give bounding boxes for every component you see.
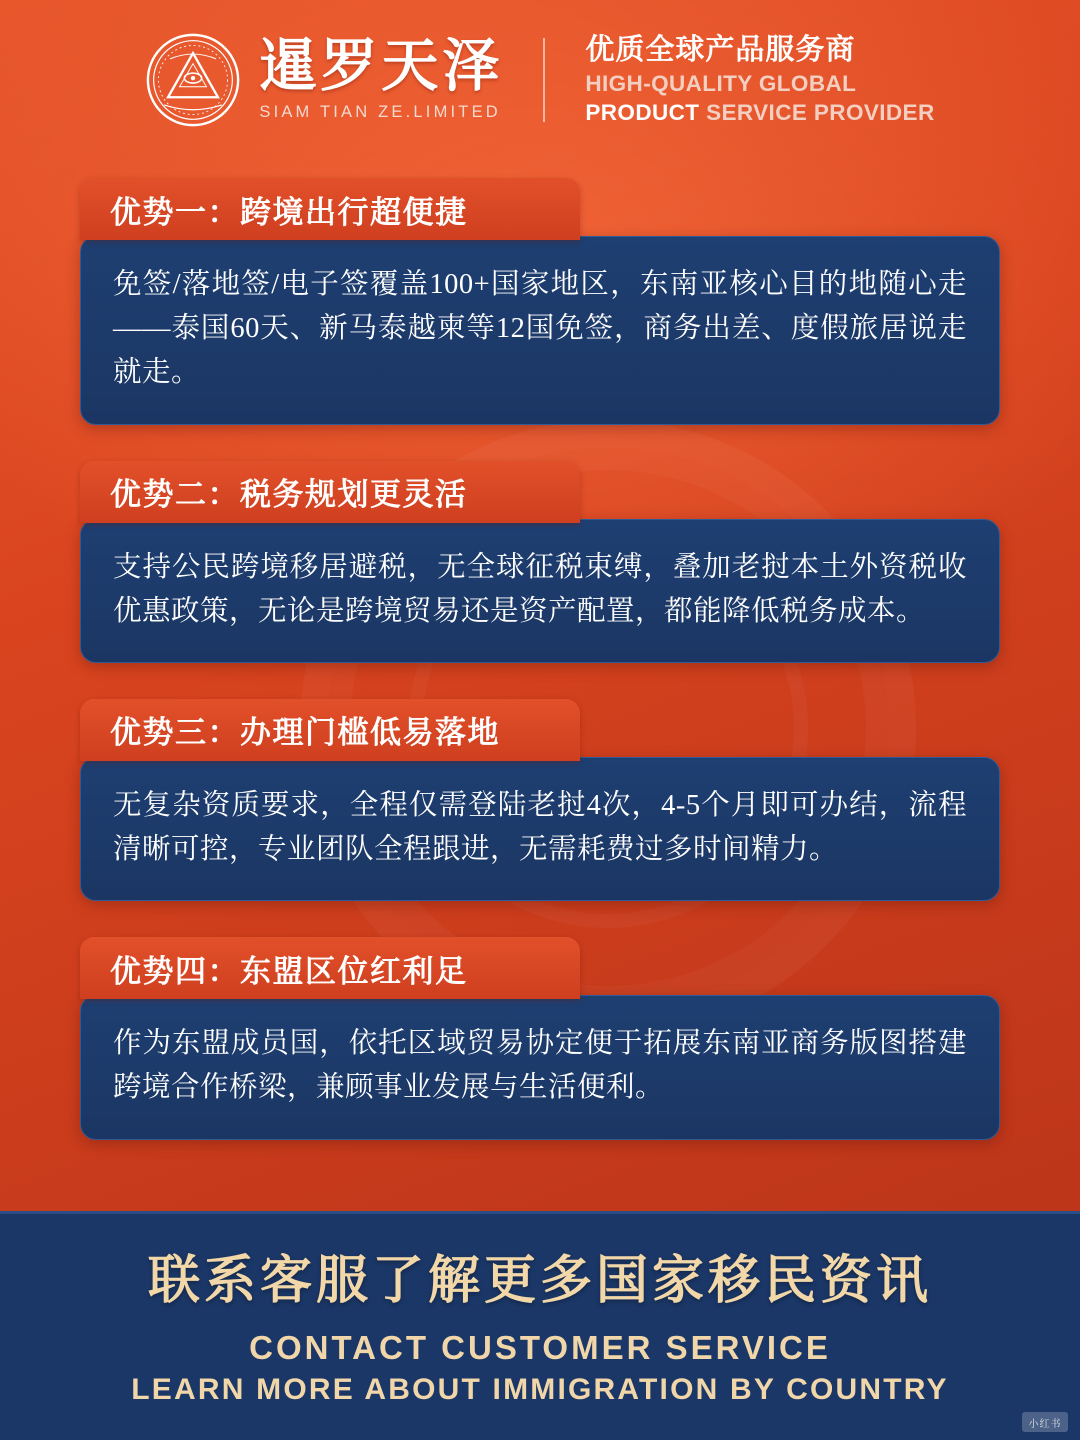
- advantage-body-panel: [80, 995, 1000, 1139]
- tagline-group: [585, 35, 934, 125]
- advantage-title-text: 优势四：东盟区位红利足: [110, 953, 468, 989]
- footer-headline-cn: 联系客服了解更多国家移民资讯: [147, 1253, 932, 1310]
- advantage-title-tab: [80, 937, 580, 999]
- advantage-title-text: 优势三：办理门槛低易落地: [110, 715, 500, 751]
- advantage-title-text: 优势一：跨境出行超便捷: [110, 194, 468, 230]
- advantage-block: [0, 699, 1080, 901]
- footer-cta: [0, 1211, 1080, 1440]
- advantage-block: [0, 461, 1080, 663]
- brand-name-cn: 暹罗天泽: [259, 35, 504, 98]
- advantage-body-text: 作为东盟成员国，依托区域贸易协定便于拓展东南亚商务版图搭建跨境合作桥梁，兼顾事业发展与生活便利。: [113, 1028, 967, 1104]
- advantage-block: [0, 178, 1080, 425]
- advantage-body-panel: [80, 757, 1000, 901]
- tagline-en-line2-rest: SERVICE PROVIDER: [699, 99, 935, 125]
- tagline-en-line2: [585, 100, 934, 125]
- advantage-title-tab: [80, 461, 580, 523]
- brand-text-group: [259, 35, 504, 122]
- vertical-divider: [543, 38, 545, 122]
- footer-headline-en-line2: LEARN MORE ABOUT IMMIGRATION BY COUNTRY: [131, 1372, 949, 1406]
- pyramid-eye-seal-icon: [145, 32, 241, 128]
- advantage-body-text: 支持公民跨境移居避税，无全球征税束缚，叠加老挝本土外资税收优惠政策，无论是跨境贸易还是资产配置，都能降低税务成本。: [113, 551, 967, 627]
- tagline-cn: 优质全球产品服务商: [585, 33, 856, 66]
- advantage-block: [0, 937, 1080, 1139]
- advantage-title-text: 优势二：税务规划更灵活: [110, 477, 468, 513]
- brand-header: [0, 0, 1080, 160]
- advantages-list: [0, 160, 1080, 1140]
- footer-headline-en-line1: CONTACT CUSTOMER SERVICE: [249, 1329, 831, 1366]
- brand-name-en: SIAM TIAN ZE.LIMITED: [259, 103, 501, 121]
- tagline-en-line2-strong: PRODUCT: [585, 99, 700, 125]
- tagline-en-line1: HIGH-QUALITY GLOBAL: [585, 70, 857, 96]
- advantage-body-text: 无复杂资质要求，全程仅需登陆老挝4次，4-5个月即可办结，流程清晰可控，专业团队全程跟进，无需耗费过多时间精力。: [113, 789, 967, 866]
- advantage-body-text: 免签/落地签/电子签覆盖100+国家地区，东南亚核心目的地随心走——泰国60天、新马泰越柬等12国免签，商务出差、度假旅居说走就走。: [113, 269, 967, 389]
- advantage-title-tab: [80, 178, 580, 240]
- advantage-body-panel: [80, 519, 1000, 663]
- corner-watermark-badge: 小红书: [1022, 1412, 1068, 1432]
- advantage-body-panel: [80, 236, 1000, 425]
- advantage-title-tab: [80, 699, 580, 761]
